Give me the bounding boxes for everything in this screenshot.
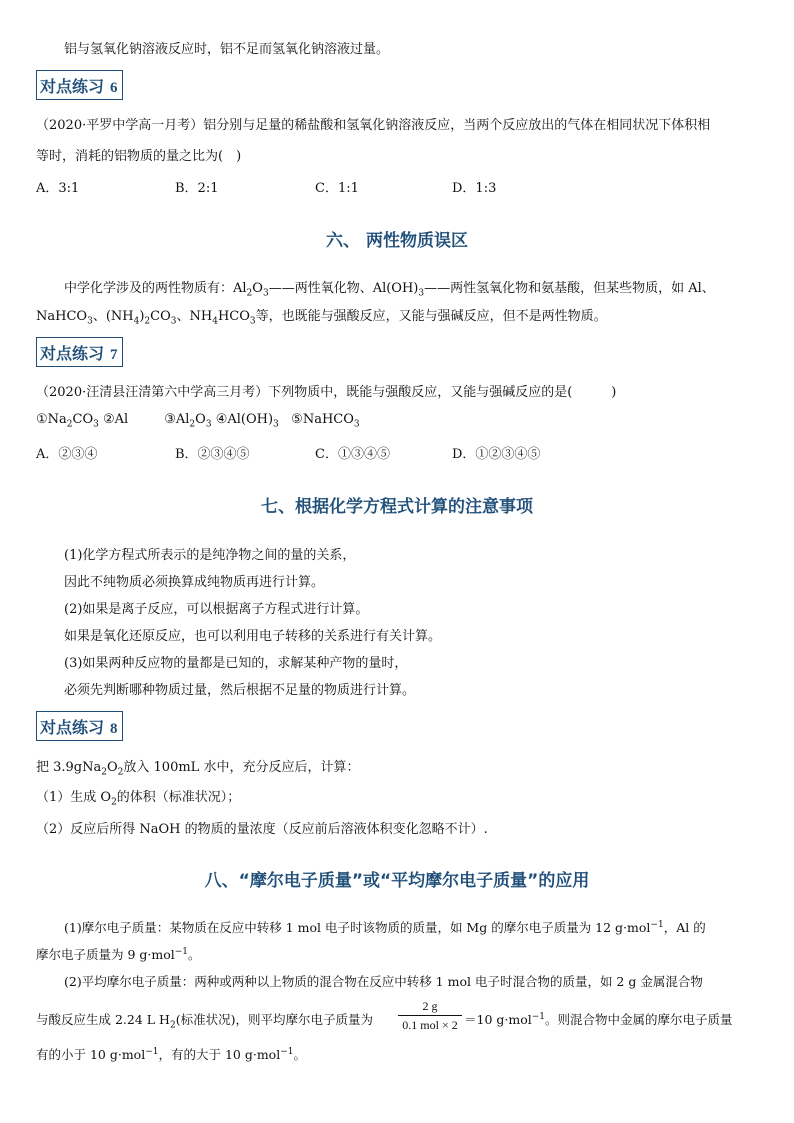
section-6-line2: NaHCO$_3$、$(NH_4)_2CO_3$、$NH_4HCO_3$等，也既能与强酸反应，又能与强碱反应，但不是两性物质。 [36,309,607,327]
section-6-line1: 中学化学涉及的两性物质有：$Al_2O_3——$两性氧化物、$Al(OH)_3——$两性氢氧化物和氨基酸，但某些物质，如 Al、 [64,281,715,299]
section-7-line: 如果是氧化还原反应，也可以利用电子转移的关系进行有关计算。 [64,629,442,644]
section-7-line: 必须先判断哪种物质过量，然后根据不足量的物质进行计算。 [64,683,416,698]
exercise-tag-6 [36,70,123,100]
exercise-tag-number: 7 [110,347,118,363]
exercise-6-option-b: B．2:1 [175,181,219,196]
section-7-line: 因此不纯物质必须换算成纯物质再进行计算。 [64,575,325,590]
exercise-6-option-a: A．3:1 [36,181,80,196]
intro-line: 铝与氢氧化钠溶液反应时，铝不足而氢氧化钠溶液过量。 [64,42,390,57]
section-8-para2-line1: (2)平均摩尔电子质量：两种或两种以上物质的混合物在反应中转移 1 mol 电子时混合物的质量，如 2 g 金属混合物 [64,974,703,989]
section-heading-7: 七、根据化学方程式计算的注意事项 [261,497,533,517]
exercise-6-question-line1: （2020·平罗中学高一月考）铝分别与足量的稀盐酸和氢氧化钠溶液反应，当两个反应放出的气体在相同状况下体积相 [36,118,711,133]
exercise-8-question: 把 $3.9gNa_2O_2$放入 100mL 水中，充分反应后，计算： [36,760,360,778]
exercise-8-part2: （2）反应后所得 NaOH 的物质的量浓度（反应前后溶液体积变化忽略不计）. [36,822,488,837]
fraction-denominator: 0.1 mol × 2 [402,1018,458,1032]
section-heading-8: 八、“摩尔电子质量”或“平均摩尔电子质量”的应用 [204,871,590,891]
exercise-7-question-line1: （2020·汪清县汪清第六中学高三月考）下列物质中，既能与强酸反应，又能与强碱反应的是( ) [36,385,617,400]
exercise-6-option-c: C．1:1 [315,181,359,196]
section-8-para2-line2-left: 与酸反应生成 2.24 L $H_2$(标准状况)，则平均摩尔电子质量为 [36,1012,373,1031]
fraction-numerator: 2 g [398,999,462,1016]
section-7-line: (3)如果两种反应物的量都是已知的，求解某种产物的量时， [64,656,408,671]
exercise-tag-label: 对点练习 [40,344,105,363]
exercise-tag-label: 对点练习 [40,77,105,96]
exercise-7-option-b: B．②③④⑤ [175,447,250,462]
exercise-7-option-c: C．①③④⑤ [315,447,390,462]
section-7-line: (1)化学方程式所表示的是纯净物之间的量的关系， [64,548,356,563]
section-8-para1-line1: (1)摩尔电子质量：某物质在反应中转移 1 mol 电子时该物质的质量，如 Mg 的摩尔电子质量为 12 g·mol$^{-1}$，Al 的 [64,919,706,935]
exercise-7-option-d: D．①②③④⑤ [452,447,541,462]
section-7-line: (2)如果是离子反应，可以根据离子方程式进行计算。 [64,602,369,617]
exercise-tag-7 [36,337,123,367]
exercise-7-option-a: A．②③④ [36,447,98,462]
exercise-tag-8 [36,711,123,741]
fraction [398,999,462,1033]
exercise-tag-number: 8 [110,721,118,737]
section-8-para2-line2-right: ＝10 g·mol$^{-1}$。则混合物中金属的摩尔电子质量 [464,1011,733,1027]
section-heading-6: 六、 两性物质误区 [326,231,468,251]
exercise-tag-number: 6 [110,80,118,96]
exercise-tag-label: 对点练习 [40,718,105,737]
section-8-para1-line2: 摩尔电子质量为 9 g·mol$^{-1}$。 [36,946,201,962]
exercise-6-option-d: D．1:3 [452,181,497,196]
exercise-6-question-line2: 等时，消耗的铝物质的量之比为( ) [36,149,242,164]
section-8-para2-line3: 有的小于 10 g·mol$^{-1}$，有的大于 10 g·mol$^{-1}$。 [36,1046,307,1062]
exercise-8-part1: （1）生成 $O_2$的体积（标准状况）； [36,790,241,808]
exercise-7-items: $①Na_2CO_3$ ②Al $③Al_2O_3$ $④Al(OH)_3$ ⑤NaHCO$_3$ [36,412,360,430]
